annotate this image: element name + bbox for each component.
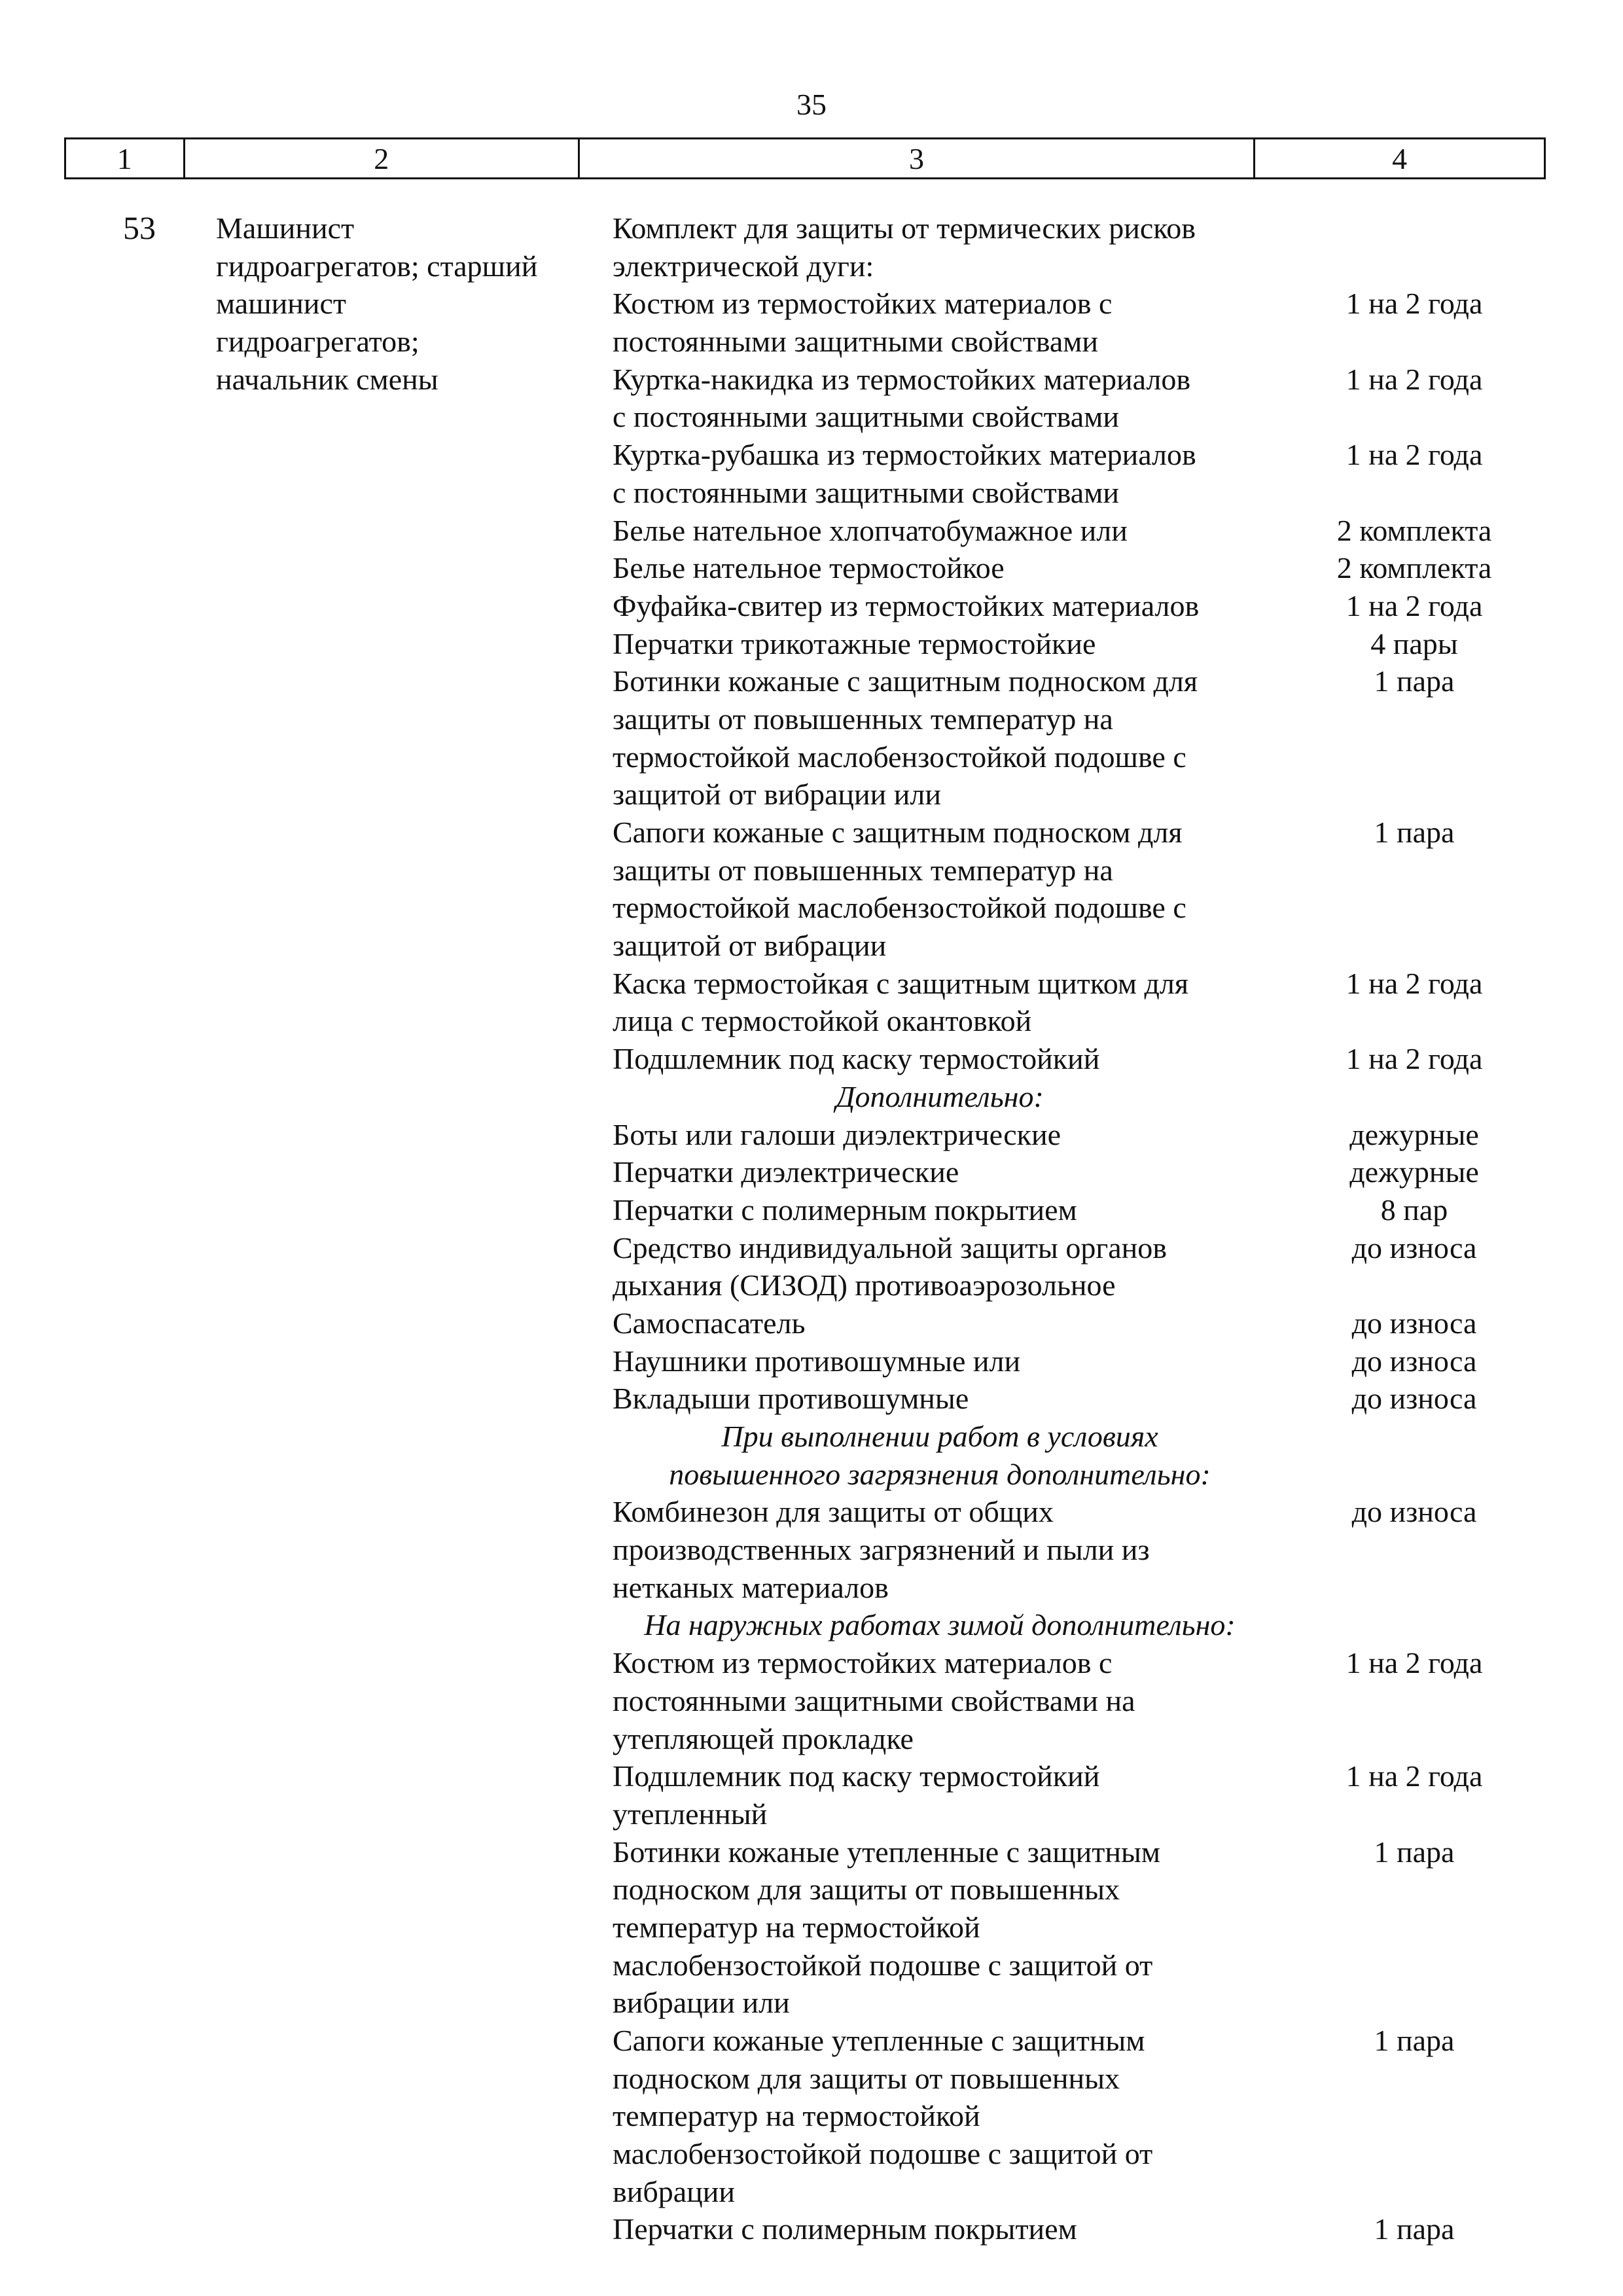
item-line: Каска термостойкая с защитным щитком для [613,966,1188,1000]
item-line: вибрации [613,2174,736,2208]
norm-blank [1280,738,1548,776]
item-line: Самоспасатель [613,1306,806,1340]
item-line: дыхания (СИЗОД) противоаэрозольное [613,1268,1116,1302]
norm-blank [1280,1720,1548,1758]
norm-blank [1280,1606,1548,1644]
norm-blank [1280,1456,1548,1494]
item-line: Куртка-рубашка из термостойких материалов [613,438,1196,472]
norm-blank [1280,323,1548,361]
item-line: Наушники противошумные или [613,1344,1021,1378]
norm-blank [1280,474,1548,512]
row-number: 53 [123,209,156,246]
item-line: Ботинки кожаные с защитным подноском для [613,664,1198,698]
norm-blank [1280,2060,1548,2098]
norm-blank [1280,1682,1548,1720]
profession-line: Машинист [216,211,355,245]
norm-blank [1280,927,1548,965]
item-line: Подшлемник под каску термостойкий [613,1759,1100,1793]
norm-blank [1280,2135,1548,2173]
item-line: Белье нательное термостойкое [613,551,1005,585]
norm-value: 1 на 2 года [1346,1646,1483,1680]
norm-blank [1280,1531,1548,1569]
item-line: защиты от повышенных температур на [613,702,1113,736]
item-line: Фуфайка-свитер из термостойких материалов [613,588,1200,622]
item-line: защиты от повышенных температур на [613,853,1113,887]
item-line: Сапоги кожаные с защитным подноском для [613,816,1183,849]
section-heading: При выполнении работ в условиях [721,1420,1158,1453]
item-line: Перчатки трикотажные термостойкие [613,626,1096,660]
norm-blank [1280,1078,1548,1116]
norm-blank [1280,700,1548,738]
norm-value: 1 на 2 года [1346,362,1483,396]
norm-value: 1 на 2 года [1346,287,1483,321]
section-heading: Дополнительно: [836,1079,1044,1113]
item-line: электрической дуги: [613,249,874,283]
norm-value: дежурные [1349,1155,1479,1189]
item-line: постоянными защитными свойствами [613,325,1099,359]
norm-blank [1280,398,1548,436]
norm-blank [1280,2097,1548,2135]
norm-value: 1 пара [1374,664,1455,698]
norm-blank [1280,1984,1548,2022]
ppe-items-cell [613,209,1267,2248]
header-col-3: 3 [580,139,1255,177]
table-header [64,137,1546,179]
item-line: подноском для защиты от повышенных [613,2061,1120,2095]
norm-blank [1280,2173,1548,2211]
norm-value: до износа [1351,1495,1477,1529]
item-line: температур на термостойкой [613,2099,980,2133]
item-line: термостойкой маслобензостойкой подошве с [613,891,1186,925]
item-line: Перчатки с полимерным покрытием [613,1193,1077,1227]
norm-value: 2 комплекта [1336,513,1492,547]
item-line: Перчатки диэлектрические [613,1155,959,1189]
profession-line: начальник смены [216,362,438,396]
header-col-2: 2 [185,139,580,177]
item-line: температур на термостойкой [613,1910,980,1944]
item-line: Сапоги кожаные утепленные с защитным [613,2024,1145,2057]
norm-value: до износа [1351,1382,1477,1416]
norm-blank [1280,1418,1548,1456]
norm-blank [1280,1795,1548,1833]
item-line: Перчатки с полимерным покрытием [613,2212,1077,2246]
item-line: нетканых материалов [613,1570,889,1604]
norm-blank [1280,1002,1548,1040]
item-line: маслобензостойкой подошве с защитой от [613,1948,1153,1982]
item-line: Белье нательное хлопчатобумажное или [613,513,1128,547]
item-line: термостойкой маслобензостойкой подошве с [613,740,1186,774]
item-line: с постоянными защитными свойствами [613,400,1119,434]
item-line: утепленный [613,1797,768,1831]
norm-value: до износа [1351,1230,1477,1265]
header-col-1: 1 [66,139,185,177]
page-number: 35 [796,88,827,121]
profession-line: гидроагрегатов; старший [216,249,538,283]
item-line: Костюм из термостойких материалов с [613,1646,1113,1680]
item-line: Вкладыши противошумные [613,1382,969,1416]
norm-value: 8 пар [1380,1193,1448,1227]
norm-value: 1 на 2 года [1346,1759,1483,1793]
profession-line: гидроагрегатов; [216,325,419,359]
norm-blank [1280,247,1548,285]
norm-blank [1280,776,1548,814]
section-heading: повышенного загрязнения дополнительно: [669,1457,1211,1491]
item-line: защитой от вибрации или [613,778,941,812]
norm-value: 1 пара [1374,2024,1455,2057]
header-col-4: 4 [1392,141,1408,175]
item-line: Ботинки кожаные утепленные с защитным [613,1835,1160,1869]
norm-blank [1280,209,1548,247]
norm-blank [1280,1569,1548,1607]
item-line: Комбинезон для защиты от общих [613,1495,1054,1529]
item-line: Куртка-накидка из термостойких материалов [613,362,1191,396]
section-heading: На наружных работах зимой дополнительно: [644,1608,1236,1642]
norm-value: дежурные [1349,1117,1479,1151]
item-line: Боты или галоши диэлектрические [613,1117,1061,1151]
item-line: Средство индивидуальной защиты органов [613,1230,1167,1265]
profession-line: машинист [216,287,347,321]
norm-value: 1 на 2 года [1346,438,1483,472]
norm-value: 1 на 2 года [1346,966,1483,1000]
norm-blank [1280,1909,1548,1946]
item-line: Комплект для защиты от термических рисков [613,211,1196,245]
item-line: лица с термостойкой окантовкой [613,1004,1032,1038]
item-line: утепляющей прокладке [613,1721,914,1755]
norm-blank [1280,1871,1548,1909]
item-line: подноском для защиты от повышенных [613,1873,1120,1907]
item-line: вибрации или [613,1986,790,2020]
item-line: Костюм из термостойких материалов с [613,287,1113,321]
norm-blank [1280,1946,1548,1984]
norm-value: 4 пары [1370,626,1458,660]
norms-cell [1280,209,1548,2248]
item-line: защитой от вибрации [613,929,887,963]
profession-cell [216,209,582,398]
norm-value: 1 на 2 года [1346,588,1483,622]
item-line: Подшлемник под каску термостойкий [613,1042,1100,1076]
item-line: маслобензостойкой подошве с защитой от [613,2137,1153,2171]
norm-blank [1280,889,1548,927]
item-line: с постоянными защитными свойствами [613,475,1119,509]
norm-value: 1 на 2 года [1346,1042,1483,1076]
norm-blank [1280,1266,1548,1304]
norm-value: до износа [1351,1306,1477,1340]
norm-value: 1 пара [1374,816,1455,849]
norm-value: 2 комплекта [1336,551,1492,585]
norm-value: до износа [1351,1344,1477,1378]
norm-value: 1 пара [1374,1835,1455,1869]
norm-value: 1 пара [1374,2212,1455,2246]
norm-blank [1280,852,1548,889]
item-line: постоянными защитными свойствами на [613,1683,1135,1717]
item-line: производственных загрязнений и пыли из [613,1533,1150,1567]
